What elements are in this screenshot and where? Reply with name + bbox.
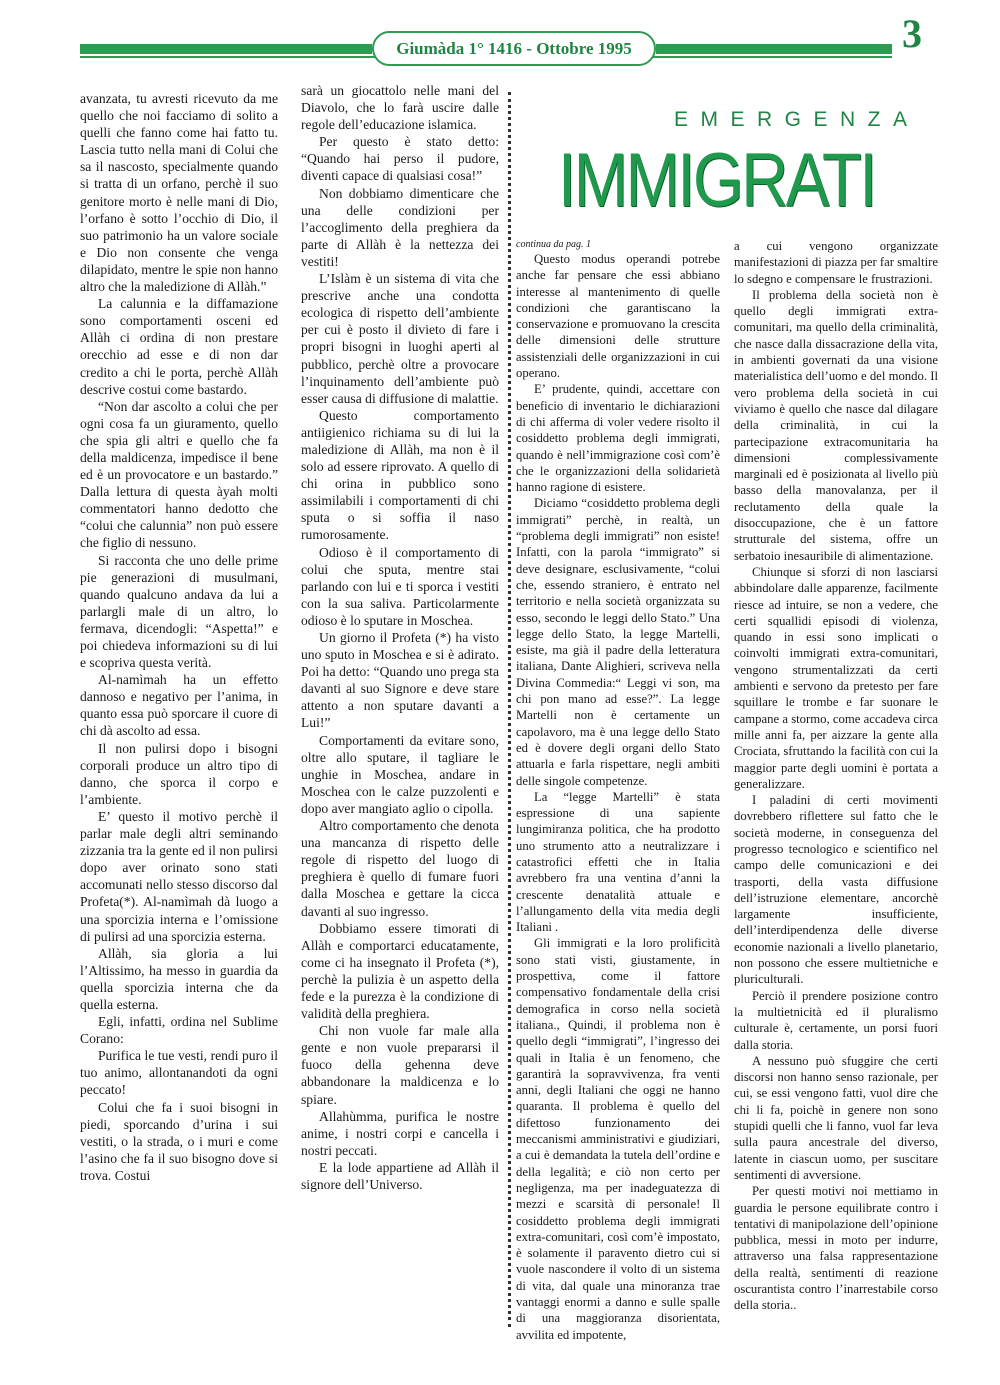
issue-date-box [372,31,656,66]
paragraph: sarà un giocattolo nelle mani del Diavolo, che lo farà uscire dalle regole dell’educazione islamica. [301,83,499,133]
column-3 [516,238,720,1343]
paragraph: E la lode appartiene ad Allàh il signore dell’Universo. [301,1159,499,1192]
quotation: Purifica le tue vesti, rendi puro il tuo animo, allontanandoti da ogni peccato! [80,1048,278,1098]
paragraph: Odioso è il comportamento di colui che sputa, mentre stai parlando con lui e ti sporca i vestiti con la sua saliva. Particolarmente odioso è lo sputare in Moschea. [301,544,499,628]
issue-date: Giumàda 1° 1416 - Ottobre 1995 [396,39,632,58]
paragraph: Si racconta che uno delle prime pie generazioni di musulmani, quando qualcuno andava da lui a parlargli male di un altro, lo fermava, dicendogli: “Aspetta!” e poi chiedeva informazioni su di lui e scopriva questa verità. [80,552,278,671]
paragraph: L’Islàm è un sistema di vita che prescrive anche una condotta ecologica di rispetto dell’ambiente per cui è posto il divieto di fare i propri bisogni in luoghi aperti al pubblico, perchè oltre a provocare l’inquinamento dell’ambiente può esser causa di diffusione di malattie. [301,271,499,406]
paragraph: “Non dar ascolto a colui che per ogni cosa fa un giuramento, quello che spia gli altri e quello che fa della maldicenza, impedisce il bene ed è un provocatore e un bastardo.” Dalla lettura di questa àyah molti commentatori hanno dedotto che “colui che calunnia” non può essere che figlio di nessuno. [80,398,278,551]
paragraph: Egli, infatti, ordina nel Sublime Corano: [80,1014,278,1047]
paragraph: Per questo è stato detto: “Quando hai perso il pudore, diventi capace di qualsiasi cosa!” [301,134,499,184]
column-2 [301,82,499,1193]
paragraph: Il problema della società non è quello degli immigrati extra-comunitari, ma quello della criminalità, che nasce dalla dissacrazione della vita, in ambienti governati da una visione materialistica dell’uomo e del mondo. Il vero problema della società in cui viviamo è quello che nasce dal dilagare della criminalità, in cui la partecipazione extracomunitaria ha dimensioni complessivamente marginali ed è posizionata al livello più basso della manovalanza, per il reclutamento della quale la disoccupazione, che è un fattore strutturale del sistema, offre un serbatoio inesauribile di alimentazione. [734,287,938,563]
paragraph: Questo comportamento antiigienico richiama su di lui la maledizione di Allàh, ma non è il solo ad essere riprovato. A quello di chi orina in pubblico sono assimilabili i comportamenti di chi sputa o si soffia il naso rumorosamente. [301,407,499,543]
paragraph: E’ questo il motivo perchè il parlar male degli altri seminando zizzania tra la gente ed il non pulirsi dopo aver orinato sono stati accomunati nello stesso discorso dal Profeta(*). Al-namìmah dà luogo a una sporcizia interna e l’omissione di pulirsi ad una sporcizia esterna. [80,808,278,944]
column-1 [80,90,278,1184]
paragraph: Allàh, sia gloria a lui l’Altissimo, ha messo in guardia da quella sporcizia interna che da quella esterna. [80,945,278,1012]
page-number: 3 [902,11,922,56]
paragraph: I paladini di certi movimenti dovrebbero riflettere sul fatto che le società moderne, in conseguenza del progresso tecnologico e scientifico nel campo delle comunicazioni e dei trasporti, della vasta diffusione dell’istruzione elementare, ancorchè largamente insufficiente, dell’interdipendenza delle diverse economie nazionali a livello planetario, non possono che essere multietniche e pluriculturali. [734,793,938,987]
paragraph: avanzata, tu avresti ricevuto da me quello che noi facciamo di solito a quelli che fanno come hai fatto tu. Lascia tutto nella mani di Colui che sa il nascosto, specialmente quando si tratta di un orfano, perchè il suo genitore morto è nelle mani di Dio, l’orfano è sotto l’occhio di Dio, il suo patrimonio ha un valore sociale e Dio non consente che venga dilapidato, mentre le spie non hanno altro che la maledizione di Allàh.” [80,91,278,295]
paragraph: Non dobbiamo dimenticare che una delle condizioni per l’accoglimento della preghiera da parte di Allàh è la nettezza dei vestiti! [301,185,499,269]
paragraph: Un giorno il Profeta (*) ha visto uno sputo in Moschea e si è adirato. Poi ha detto: “Quando uno prega sta davanti al suo Signore e deve stare attento a non sputare davanti a Lui!” [301,630,499,731]
section-kicker: EMERGENZA [674,108,920,131]
paragraph: Comportamenti da evitare sono, oltre allo sputare, il tagliare le unghie in Moschea, andare in Moschea con le calze puzzolenti e dopo aver mangiato aglio o cipolla. [301,732,499,816]
paragraph: E’ prudente, quindi, accettare con beneficio di inventario le dichiarazioni di chi afferma di voler vedere risolto il cosiddetto problema degli immigrati, quando è nell’immigrazione così com’è che le organizzazioni della solidarietà hanno ragione di esistere. [516,382,720,495]
column-4 [734,238,938,1314]
paragraph: Colui che fa i suoi bisogni in piedi, sporcando d’urina i sui vestiti, o la strada, o i muri e come l’asino che fa il suo bisogno dove si trova. Costui [80,1099,278,1183]
paragraph: Per questi motivi noi mettiamo in guardia le persone equilibrate contro i tentativi di manipolazione dell’opinione pubblica, messi in moto per indurre, attraverso una falsa rappresentazione della realtà, sentimenti di reazione oscurantista contro l’inarrestabile corso della storia.. [734,1184,938,1313]
paragraph: Il non pulirsi dopo i bisogni corporali produce un altro tipo di danno, che sporca il corpo e l’ambiente. [80,740,278,807]
paragraph: Altro comportamento che denota una mancanza di rispetto delle regole di rispetto del luogo di preghiera è quello di fumare fuori dalla Moschea e gettare la cicca davanti al suo ingresso. [301,818,499,919]
continued-from-note: continua da pag. 1 [516,239,591,250]
paragraph: La “legge Martelli” è stata espressione di una sapiente lungimiranza politica, che ha prodotto uno strumento atto a neutralizzare i catastrofici effetti che in Italia avrebbero fra una ventina d’anni la crescente denatalità attuale e l’allungamento della vita media degli Italiani . [516,789,720,935]
paragraph: Gli immigrati e la loro prolificità sono stati visti, giustamente, in prospettiva, come il fattore compensativo fondamentale della crisi demografica in corso nella società italiana., Quindi, il problema non è quello degli “immigrati”, l’ingresso dei quali in Italia è un fenomeno, che garantirà la sopravvivenza, fra venti anni, degli Italiani che oggi ne hanno quaranta. Il problema è quello del difettoso funzionamento dei meccanismi amministrativi e giudiziari, a cui è demandata la tutela dell’ordine e della legalità; e ciò non certo per negligenza, ma per inadeguatezza di mezzi e scarsità di personale! Il cosiddetto problema degli immigrati extra-comunitari, così com’è impostato, è solamente il paravento dietro cui si vuole nascondere il volto di un sistema di vita, dal quale una minoranza trae vantaggi enormi a danno e sulle spalle di una maggioranza disorientata, avvilita ed impotente, [516,936,720,1342]
header-band-left [80,44,372,54]
paragraph: a cui vengono organizzate manifestazioni di piazza per far smaltire lo sdegno e compensare le frustrazioni. [734,239,938,286]
paragraph: Dobbiamo essere timorati di Allàh e comportarci educatamente, come ci ha insegnato il Profeta (*), perchè la pulizia è un aspetto della fede e la purezza è la condizione di validità della preghiera. [301,920,499,1022]
header-band-right [656,44,892,54]
paragraph: Chi non vuole far male alla gente e non vuole prepararsi il fuoco della gehenna deve abbandonare la maldicenza e lo spiare. [301,1023,499,1107]
paragraph: A nessuno può sfuggire che certi discorsi non hanno senso razionale, per cui, se essi vengono fatti, vuol dire che chi li fa, poichè in genere non sono stupidi quelli che li fanno, vuol far leva sulla paura ancestrale del diverso, latente in ciascun uomo, per suscitare sentimenti di avversione. [734,1053,938,1182]
headline: IMMIGRATI [558,138,875,223]
column-separator-dotted [508,92,511,1327]
paragraph: Chiunque si sforzi di non lasciarsi abbindolare dalle apparenze, facilmente riesce ad intuire, se non a vedere, che certi squallidi episodi di violenza, quando in essi sono implicati o coinvolti immigrati extra-comunitari, vengono strumentalizzati da certi ambienti e servono da pretesto per fare squillare le trombe e far suonare le campane a stormo, come accadeva circa mille anni fa, per aizzare la gente alla Crociata, sfruttando la facilità con cui la maggior parte degli uomini è portata a generalizzare. [734,564,938,791]
paragraph: La calunnia e la diffamazione sono comportamenti osceni ed Allàh ci ordina di non prestare orecchio ad esse e di non dar credito a chi le porta, perchè Allàh descrive costui come bastardo. [80,296,278,397]
paragraph: Questo modus operandi potrebe anche far pensare che essi abbiano interesse al mantenimento di quelle condizioni che garantiscano la conservazione e promuovano la crescita delle dimensioni delle strutture assistenziali delle organizzazioni in cui operano. [516,252,720,381]
paragraph: Allahùmma, purifica le nostre anime, i nostri corpi e cancella i nostri peccati. [301,1108,499,1158]
paragraph: Al-namìmah ha un effetto dannoso e negativo per l’anima, in quanto essa può sporcare il cuore di chi dà ascolto ad essa. [80,672,278,739]
paragraph: Diciamo “cosiddetto problema degli immigrati” perchè, in realtà, un “problema degli immigrati” non esiste! Infatti, con la parola “immigrato” si deve designare, esclusivamente, “colui che, essendo straniero, è entrato nel territorio e nella società organizzata su esso, secondo le leggi dello Stato.” Una legge dello Stato, la legge Martelli, esiste, ma già il padre della letteratura italiana, Dante Alighieri, scriveva nella Divina Commedia:“ Leggi vi son, ma chi pon mano ad esse?”. La legge Martelli non è certamente un capolavoro, ma è una legge dello Stato ed è dovere degli organi dello Stato attuarla e farla rispettare, negli ambiti delle singole competenze. [516,496,720,788]
paragraph: Perciò il prendere posizione contro la multietnicità ed il pluralismo culturale è, certamente, un porsi fuori dalla storia. [734,988,938,1052]
